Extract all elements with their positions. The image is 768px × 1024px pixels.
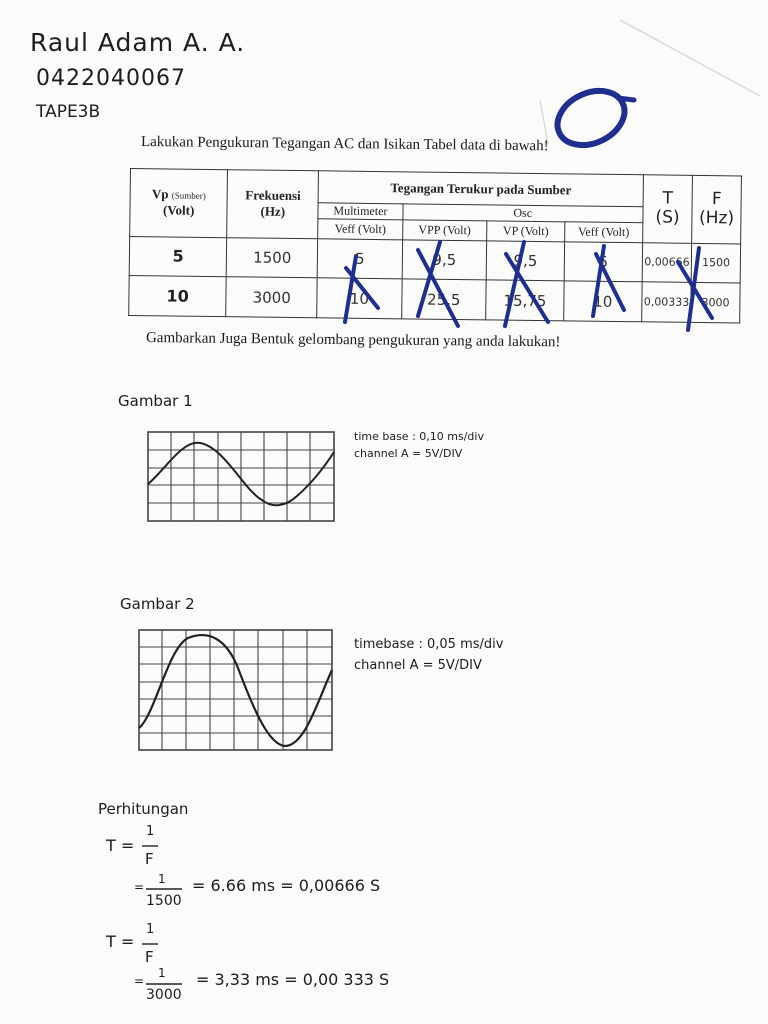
cell-freq: 3000 <box>226 277 317 318</box>
calc-2-sub-num: 1 <box>158 966 166 980</box>
table-instruction: Lakukan Pengukuran Tegangan AC dan Isikan Tabel data di bawah! <box>140 134 549 155</box>
cell-period: 0,00333 <box>642 282 692 322</box>
calc-1-result: = 6.66 ms = 0,00666 S <box>192 876 381 895</box>
cell-vp: 5 <box>129 236 227 277</box>
cell-veff-mm: 10 <box>317 278 402 319</box>
header-period: T (S) <box>643 175 693 243</box>
figure-2-grid <box>139 630 332 750</box>
calc-2-num: 1 <box>146 922 155 937</box>
calculation-label: Perhitungan <box>98 800 189 818</box>
calc-2-sub-den: 3000 <box>146 987 182 1003</box>
cell-veff-osc: 5 <box>564 241 642 282</box>
calc-1-eq: = <box>134 880 145 894</box>
student-id: 0422040067 <box>36 66 186 91</box>
figure-1-waveform <box>148 443 334 505</box>
header-veff-multimeter: Veff (Volt) <box>318 219 403 239</box>
cell-f: 3000 <box>691 283 740 323</box>
student-class: TAPE3B <box>36 102 101 122</box>
header-vpp: VPP (Volt) <box>402 220 487 240</box>
calc-1-sub-den: 1500 <box>146 893 182 909</box>
cell-freq: 1500 <box>227 237 318 278</box>
cell-veff-mm: 5 <box>317 238 402 279</box>
calc-1-sub-num: 1 <box>158 872 166 886</box>
cell-period: 0,00666 <box>642 242 692 282</box>
calc-1-num: 1 <box>146 824 155 839</box>
cell-vp-osc: 15,75 <box>486 280 564 321</box>
header-f: F (Hz) <box>692 175 742 243</box>
score-zero-mark <box>549 81 634 156</box>
header-osc: Osc <box>403 204 643 223</box>
figure-1-channel: channel A = 5V/DIV <box>354 447 463 460</box>
calc-2-den: F <box>145 948 154 966</box>
table-row <box>129 276 740 323</box>
figure-1-label: Gambar 1 <box>118 392 193 410</box>
calc-2-result: = 3,33 ms = 0,00 333 S <box>196 970 390 989</box>
cell-vpp: 9,5 <box>402 239 487 280</box>
header-multimeter: Multimeter <box>318 203 403 220</box>
student-name: Raul Adam A. A. <box>30 28 246 57</box>
paper-fold-line <box>620 20 760 96</box>
calc-2-eq: = <box>134 974 145 988</box>
figure-2-channel: channel A = 5V/DIV <box>354 658 482 673</box>
calc-2-lhs: T = <box>106 932 135 951</box>
header-veff-osc: Veff (Volt) <box>565 222 643 242</box>
figure-2-label: Gambar 2 <box>120 595 195 613</box>
calc-1-den: F <box>145 850 154 868</box>
calc-1-lhs: T = <box>106 836 135 855</box>
figure-2-waveform <box>139 635 332 746</box>
figure-1-timebase: time base : 0,10 ms/div <box>354 430 484 443</box>
cell-veff-osc: 10 <box>564 281 642 322</box>
measurement-table <box>128 168 742 323</box>
header-vp-osc: VP (Volt) <box>487 221 565 241</box>
header-frequency: Frekuensi (Hz) <box>227 170 319 239</box>
header-measured-voltage: Tegangan Terukur pada Sumber <box>318 171 643 207</box>
cell-f: 1500 <box>691 243 740 283</box>
score-zero-tail <box>618 98 634 100</box>
waveform-instruction: Gambarkan Juga Bentuk gelombang pengukuran yang anda lakukan! <box>145 330 561 351</box>
cell-vp: 10 <box>129 276 227 317</box>
figure-2-timebase: timebase : 0,05 ms/div <box>354 637 504 652</box>
figure-1-settings <box>354 428 484 462</box>
header-vp: Vp (Sumber) (Volt) <box>130 169 228 238</box>
cell-vpp: 25,5 <box>401 279 486 320</box>
cell-vp-osc: 9,5 <box>486 240 564 281</box>
figure-1-grid <box>148 432 334 521</box>
figure-2-settings <box>354 634 503 676</box>
